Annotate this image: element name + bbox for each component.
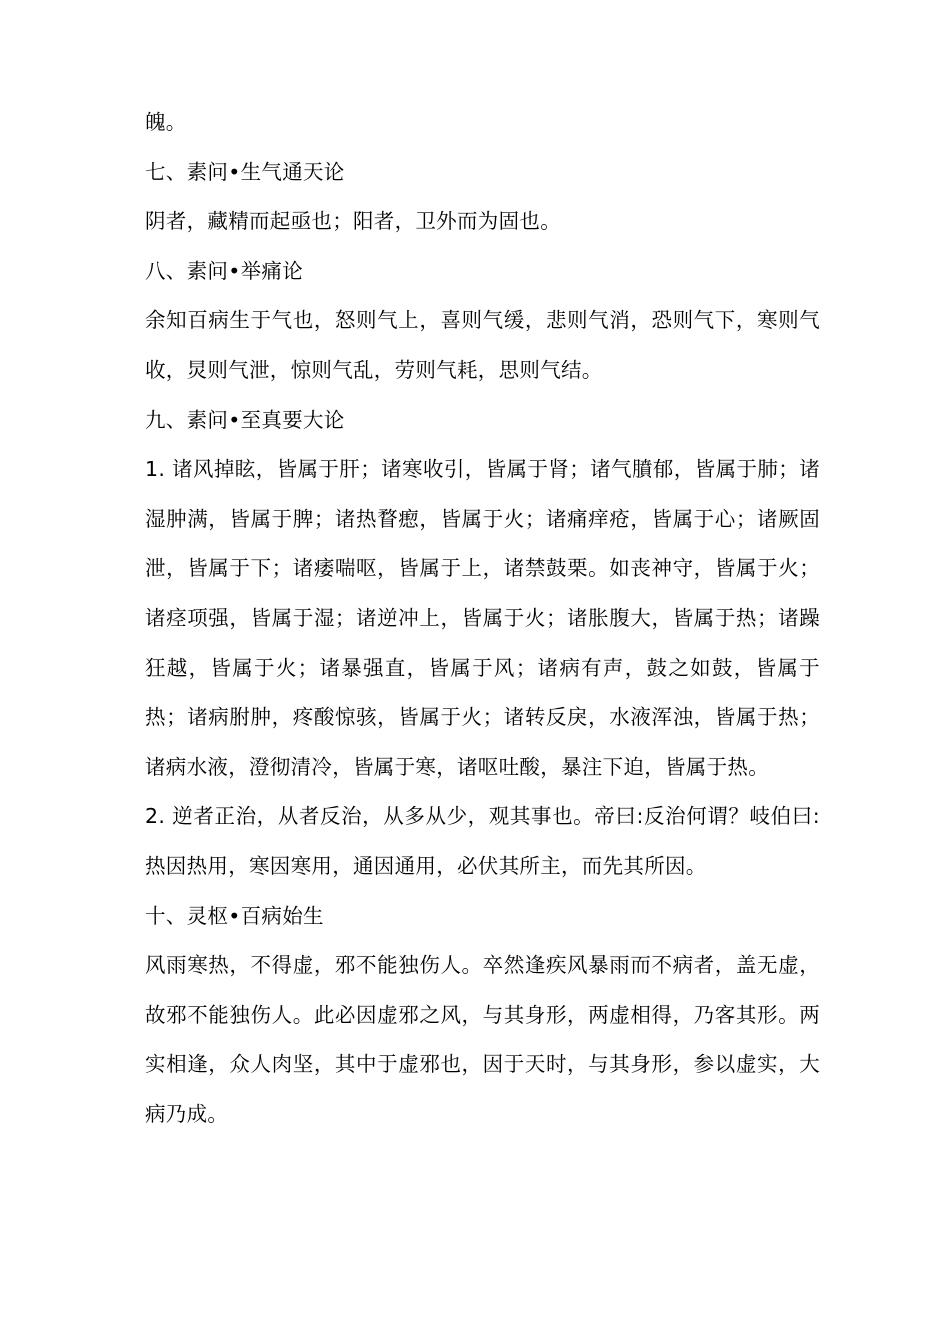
section-heading-10: 十、灵枢•百病始生 xyxy=(145,903,324,928)
paragraph-9-item-1: 1. 诸风掉眩，皆属于肝；诸寒收引，皆属于肾；诸气膹郁，皆属于肺；诸湿肿满，皆属于脾；诸热瞀瘛，皆属于火；诸痛痒疮，皆属于心；诸厥固泄，皆属于下；诸痿喘呕，皆属于上，诸禁鼓栗。如丧神守，皆属于火；诸痉项强，皆属于湿；诸逆冲上，皆属于火；诸胀腹大，皆属于热；诸躁狂越，皆属于火；诸暴强直，皆属于风；诸病有声，鼓之如鼓，皆属于热；诸病胕肿，疼酸惊骇，皆属于火；诸转反戾，水液浑浊，皆属于热；诸病水液，澄彻清冷，皆属于寒，诸呕吐酸，暴注下迫，皆属于热。 xyxy=(145,457,820,779)
paragraph-8: 余知百病生于气也，怒则气上，喜则气缓，悲则气消，恐则气下，寒则气收，炅则气泄，惊则气乱，劳则气耗，思则气结。 xyxy=(145,308,820,382)
section-heading-8: 八、素问•举痛论 xyxy=(145,258,303,283)
section-heading-9: 九、素问•至真要大论 xyxy=(145,407,345,432)
section-heading-7: 七、素问•生气通天论 xyxy=(145,159,345,184)
paragraph-9-item-2: 2. 逆者正治，从者反治，从多从少，观其事也。帝曰:反治何谓？岐伯曰:热因热用，寒因寒用，通因通用，必伏其所主，而先其所因。 xyxy=(145,804,820,878)
document-body xyxy=(145,98,820,1139)
paragraph-7: 阴者，藏精而起亟也；阳者，卫外而为固也。 xyxy=(145,209,561,234)
paragraph-continuation: 魄。 xyxy=(145,110,187,134)
paragraph-10: 风雨寒热，不得虚，邪不能独伤人。卒然逢疾风暴雨而不病者，盖无虚，故邪不能独伤人。此必因虚邪之风，与其身形，两虚相得，乃客其形。两实相逢，众人肉坚，其中于虚邪也，因于天时，与其身形，参以虚实，大病乃成。 xyxy=(145,953,820,1126)
